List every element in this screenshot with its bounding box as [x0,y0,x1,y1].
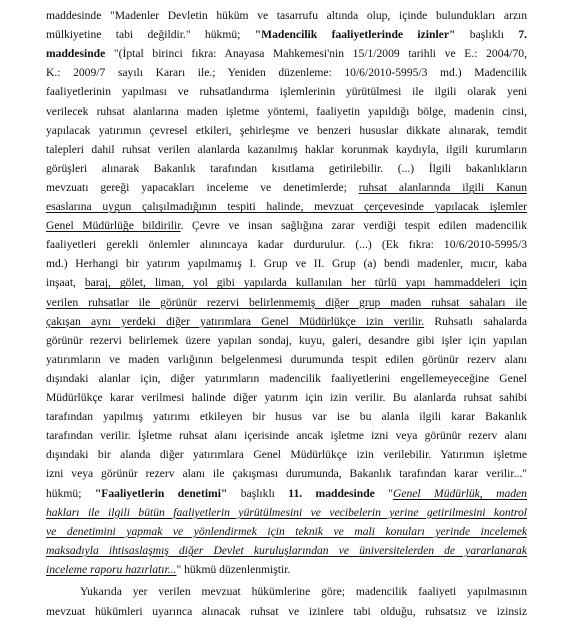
text-run: yatırımların ve maden varlığının belgelenmesi durumunda tespit edilen görünür rezerv alanı [46,352,527,366]
text-run: yapılacak yatırımın çevresel etkileri, şehirleşme ve benzeri hususlar dikkate alınarak, temdit [46,123,527,137]
text-line [46,197,527,217]
text-line [46,235,527,255]
text-run: verilecek ruhsat alanlarına maden işletme yöntemi, faaliyetin yapıldığı bölge, madenin cinsi, [46,104,527,118]
text-run: görünür rezervi belirlemek üzere yapılan sondaj, kuyu, galeri, desandre gibi işler için yapılan [46,333,527,347]
underlined-text: Genel Müdürlüğe bildirilir [46,219,181,233]
text-run: faaliyetleri gerekli önlemler alınıncaya kadar durdurulur. (...) (Ek fıkra: 10/6/2010-5995/3 [46,238,527,252]
text-run: mevzuat hükümleri uyarınca alınacak ruhsat ve izinlere tabi olduğu, ruhsatsız ve izinsiz [46,605,527,618]
text-line [46,140,527,160]
text-line [46,426,527,446]
text-line [46,159,527,179]
bold-text: 7. [518,28,527,42]
underlined-text: inceleme raporu hazırlatır... [46,562,177,576]
bold-text: maddesinde [46,47,106,61]
text-line [46,503,527,523]
text-run: maddesinde "Madenler Devletin hüküm ve tasarrufu altında olup, içinde bulundukları arzın [46,9,527,22]
text-line [46,522,527,542]
text-line [46,331,527,351]
text-line [46,445,527,465]
text-run: talepleri dahil ruhsat verilen alanlarda kazanılmış haklar korunmak kaydıyla, ilgili kurumların [46,142,527,156]
text-run: başlıklı [455,28,519,42]
text-line [46,350,527,370]
text-line [46,121,527,141]
text-run: tarafından yapılmış yatırımı etkileyen bir husus var ise bu alanla ilgili karar Bakanlık [46,410,527,424]
underlined-text: Genel Müdürlük, maden [392,486,527,500]
bold-text: "Madencilik faaliyetlerinde izinler" [254,28,456,42]
text-line [46,178,527,198]
underlined-text: ve denetimini yapmak ve yönlendirmek için teknik ve mali konuları yerinde incelemek [46,524,527,538]
bold-text: 11. maddesinde [288,486,375,500]
underlined-text: çakışan aynı yerdeki diğer yatırımlara Genel Müdürlükçe izin verilir. [46,314,425,328]
text-run: görüşleri alınarak Bakanlık tarafından kısıtlama getirilebilir. (...) İlgili bakanlıkların [46,161,527,175]
text-line [46,44,527,64]
text-line [46,560,527,580]
bold-text: "Faaliyetlerin denetimi" [94,486,228,500]
text-line [46,25,527,45]
text-line [46,369,527,389]
text-line [46,602,527,622]
text-run: dışındaki bir alanda diğer yatırımlara Genel Müdürlükçe izin verilebilir. Yatırımın işletme [46,448,527,462]
text-line [46,541,527,561]
text-line [46,63,527,83]
text-run: inşaat, [46,276,85,290]
text-run: " [374,486,393,500]
text-line [46,82,527,102]
underlined-text: verilen ruhsatlar ile görünür rezervi belirlenmemiş diğer grup maden ruhsat sahaları ile [46,295,527,309]
text-run: mevzuatı gereği yapacakları inceleme ve denetimlerde; [46,180,359,194]
text-run: md.) Herhangi bir yatırım yapılmamış I. Grup ve II. Grup (a) bendi madenler, mıcır, kaba [46,257,527,271]
text-run: Yukarıda yer verilen mevzuat hükümlerine göre; madencilik faaliyeti yapılmasının [80,585,527,598]
text-run: Müdürlükçe karar verilmesi halinde diğer yatırım için izin verilir. Bu alanlarda ruhsat sahibi [46,391,527,404]
underlined-text: esaslarına uygun çalışılmadığının tespiti halinde, mevzuat çerçevesinde yapılacak işlemler [46,200,527,213]
text-line [46,102,527,122]
text-line [46,582,527,602]
text-run: tarafından verilir. İşletme ruhsat alanı içerisinde ancak işletme izni veya görünür rezerv alanı [46,429,527,443]
text-line [46,464,527,484]
text-run: . Çevre ve insan sağlığına zarar verdiği tespit edilen madencilik [180,219,527,233]
text-line [46,388,527,408]
text-line [46,254,527,274]
text-run: K.: 2009/7 sayılı Kararı ile.; Yeniden düzenleme: 10/6/2010-5995/3 md.) Madencilik [46,66,527,80]
text-run: " hükmü düzenlenmiştir. [176,562,291,576]
text-run: hükmü; [46,486,95,500]
text-run: başlıklı [227,486,289,500]
text-run: Ruhsatlı sahalarda [424,314,527,328]
text-line [46,312,527,332]
text-line [46,273,527,293]
text-line [46,293,527,313]
text-line [46,216,527,236]
underlined-text: maksadıyla ihtisaslaşmış diğer Devlet kuruluşlarından ve üniversitelerden de yararlanarak [46,543,527,557]
underlined-text: ruhsat alanlarında ilgili Kanun [358,180,527,194]
text-run: "(İptal birinci fıkra: Anayasa Mahkemesi'nin 15/1/2009 tarihli ve E.: 2004/70, [105,47,527,61]
text-run: faaliyetlerinin yapılması ve ruhsatlandırma işlemlerinin yürütülmesi ile ilgili olarak yeni [46,85,527,99]
text-run: izni veya görünür rezerv alanı ile çakışması durumunda, Bakanlık tarafından karar verilir..." [46,467,527,481]
text-line [46,6,527,26]
underlined-text: hakları ile ilgili bütün faaliyetlerin yürütülmesini ve vecibelerin yerine getirilmesini kontrol [46,505,527,519]
text-line [46,484,527,504]
underlined-text: baraj, gölet, liman, yol gibi yapılarda kullanılan her türlü yapı hammaddeleri için [84,276,527,290]
text-run: dışındaki alanlar için, diğer yatırımların madencilik faaliyetlerini engellemeyeceğine Genel [46,371,527,385]
text-line [46,407,527,427]
text-run: mülkiyetine tabi değildir." hükmü; [46,28,255,42]
